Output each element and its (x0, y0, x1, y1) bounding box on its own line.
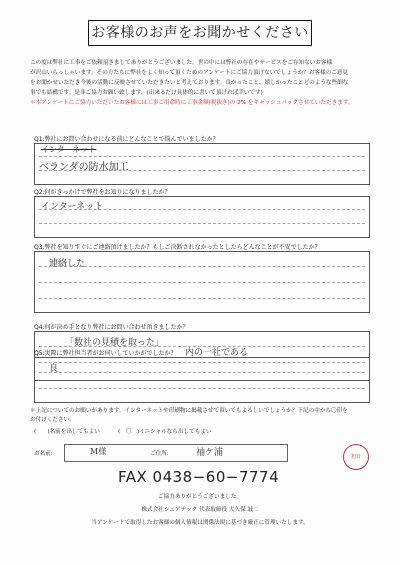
answer-rule (39, 282, 365, 283)
option-initials: ( 〇 )イニシャルなら出してもよい (118, 429, 212, 435)
name-label: お名前: (34, 451, 53, 457)
question-4-label: Q4:何が決め手となり弊社にお問い合わせ頂きましたか？ (34, 324, 189, 331)
seal-stamp: 旭日 (343, 444, 369, 470)
company-signature: 株式会社シェアテック 代表取締役 大久保 誠二 (141, 507, 259, 513)
handwritten-answer: ベランダの防水加工 (39, 162, 129, 173)
page-title: お客様のお声をお聞かせください (88, 20, 312, 46)
answer-rule (39, 372, 365, 373)
answer-box-5 (34, 357, 370, 403)
intro-line: が沢山いらっしゃいます。その方たちに弊社をよく知って頂くためのアンケートにご協力頂けないでしょうか？お客様のご意見 (30, 70, 349, 76)
answer-rule (39, 298, 365, 299)
fax-number: FAX 0438−60−7774 (118, 468, 280, 486)
answer-box-2 (34, 196, 370, 238)
handwritten-answer: インターネット (41, 202, 104, 212)
option-full-name: ( )名前を出してもよい (34, 429, 100, 435)
intro-line: この度は弊社に工事をご依頼頂きましてありがとうございました。世の中には弊社の存在やサービスをご存知ないお客様 (30, 60, 333, 66)
handwritten-answer-line-1: 「数社の見積を取った」 (65, 338, 165, 348)
permission-prompt (30, 407, 375, 425)
permission-prompt-line: ＊上記についてのお願いがあります。インターネットや印刷物に掲載させて頂いてもよろしいでしょうか？下記の中から〇印を (30, 408, 348, 414)
handwritten-answer: 良 (49, 364, 59, 374)
thanks-text: ご協力ありがとうございました。 (158, 494, 242, 500)
intro-line: をお聞かせいただき今後の活動に反映させていただきたいと考えております。良かったこと、嬉しかったことどのような些細な (30, 80, 349, 86)
struck-answer-text: インターネット (41, 145, 97, 154)
answer-rule (39, 388, 365, 389)
answer-box-3 (34, 251, 370, 313)
handwritten-answer: 連絡した (49, 259, 86, 269)
question-3-label: Q3:弊社を知りすぐにご連絡頂けましたか？もしご決断されなかったとしたらどんなことが不安でしたか？ (34, 244, 321, 251)
handwritten-answer-line-2: 内の一社である (185, 348, 249, 358)
question-2-label: Q2:何がきっかけで弊社をお知りになりましたか？ (34, 189, 171, 196)
answer-box-1 (34, 143, 370, 185)
address-value: 袖ケ浦 (196, 448, 224, 458)
question-1-label: Q1:弊社にお問い合わせになる前にどんなことで悩んでいましたか？ (34, 136, 219, 143)
intro-text (30, 58, 372, 108)
answer-rule (39, 266, 365, 267)
question-5-label: Q5:実際に弊社担当者がお伺いしていかがでしたか？ (34, 350, 177, 357)
privacy-note: 当アンケートで取得したお客様の個人情報は関係法規に基づき厳正に管理いたします。 (91, 520, 309, 526)
intro-line: 事でも結構です。是非ご協力お願い致します。(出来るだけ具体的に書いて頂ければ幸いです) (30, 90, 263, 96)
answer-rule (39, 156, 365, 157)
answer-rule (39, 223, 365, 224)
name-value: M様 (90, 447, 107, 456)
cashback-note: ＊本アンケートにご協力いただいたお客様には工事ご用命時に工事金額(税抜き)の 2% をキャッシュバックさせていただきます。 (30, 100, 354, 106)
permission-prompt-line: お付けください。 (30, 417, 75, 423)
address-label: ご住所: (150, 451, 169, 457)
